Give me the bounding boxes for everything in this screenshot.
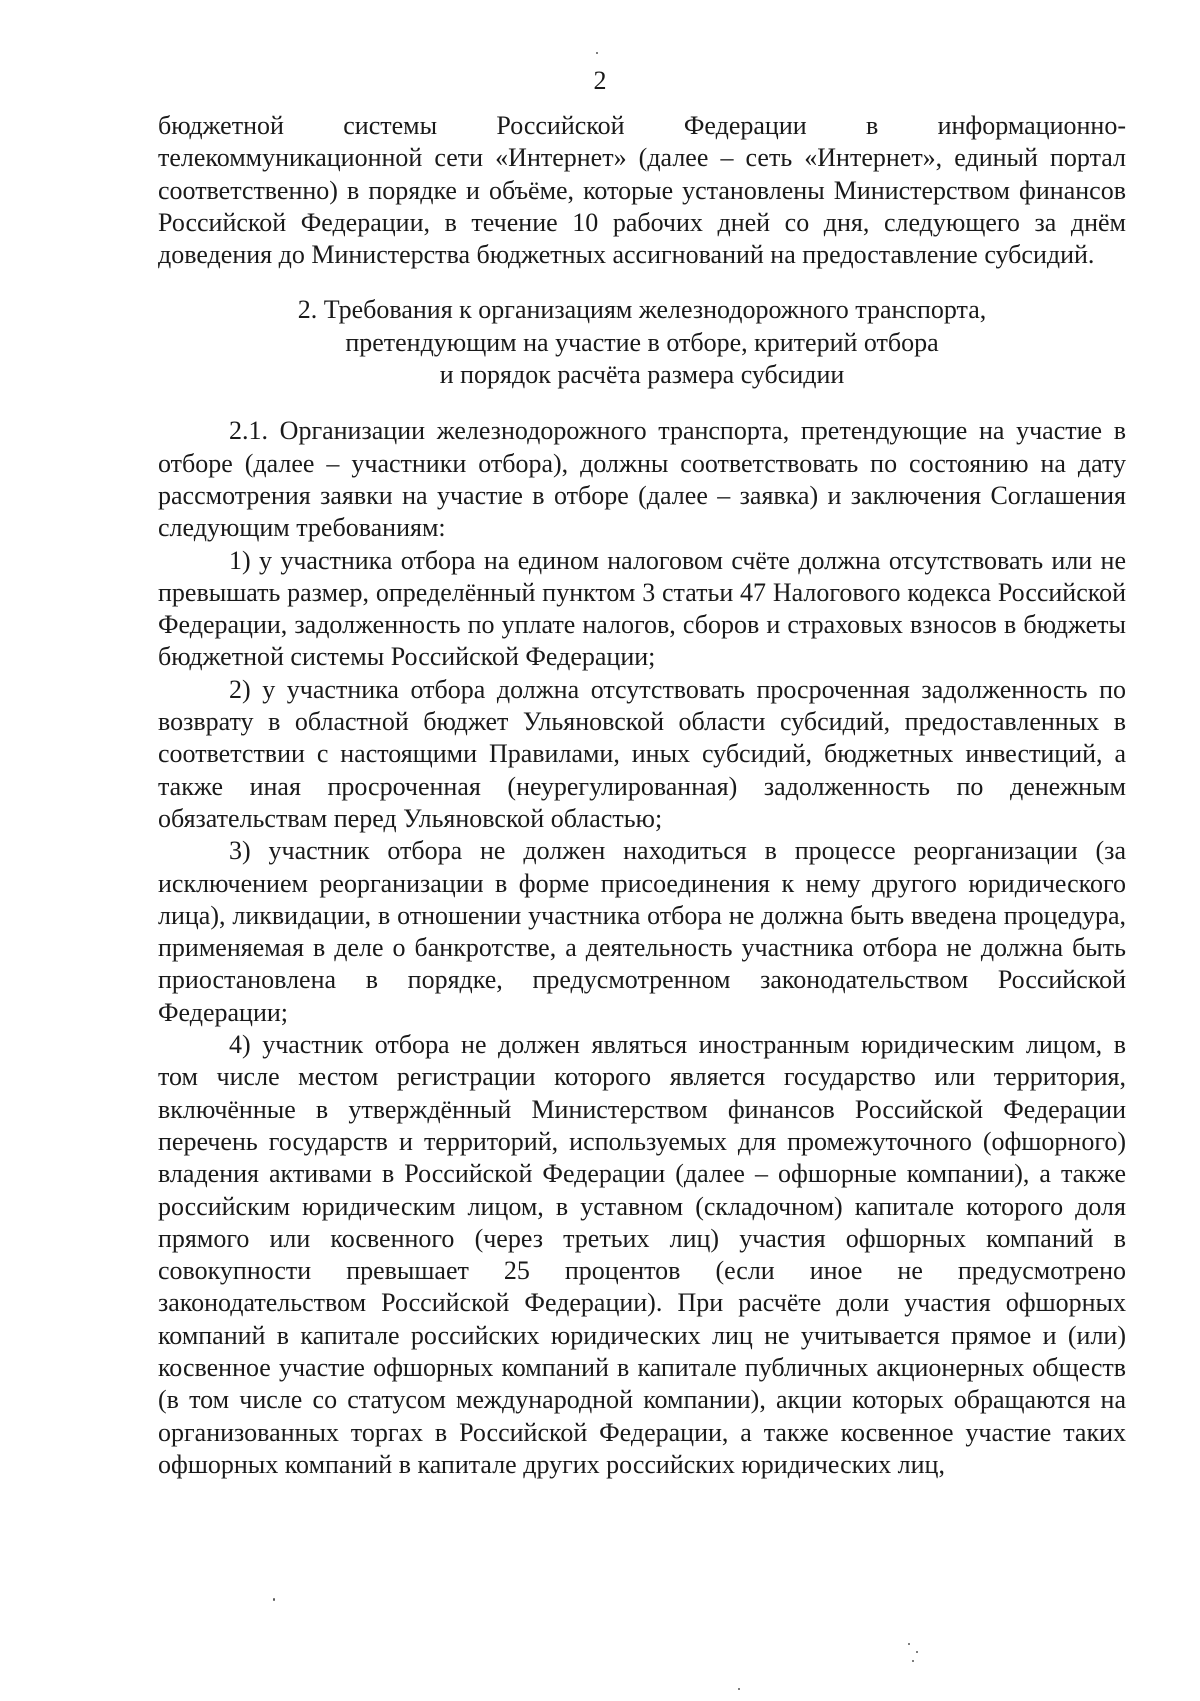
- list-item-1: 1) у участника отбора на едином налоговом счёте должна отсутствовать или не превышать размер, определённый пунктом 3 статьи 47 Налогового кодекса Российской Федерации, задолженность по уплате налогов, сборов и страховых взносов в бюджеты бюджетной системы Российской Федерации;: [158, 545, 1126, 672]
- scan-speck: [273, 1598, 275, 1601]
- intro-paragraph: бюджетной системы Российской Федерации в информационно-телекоммуникационной сети «Интернет» (далее – сеть «Интернет», единый портал соответственно) в порядке и объёме, которые установлены Министерством финансов Российской Федерации, в течение 10 рабочих дней со дня, следующего за днём доведения до Министерства бюджетных ассигнований на предоставление субсидий.: [158, 111, 1126, 270]
- section-heading-line: и порядок расчёта размера субсидии: [439, 360, 845, 390]
- scan-speck: [738, 1688, 740, 1690]
- scan-speck: [596, 52, 598, 54]
- scan-speck: [908, 1643, 910, 1645]
- document-body: [158, 110, 1126, 1481]
- page-number: 2: [593, 66, 607, 95]
- scan-speck: [916, 1651, 918, 1653]
- paragraph-2-1: 2.1. Организации железнодорожного транспорта, претендующие на участие в отборе (далее – участники отбора), должны соответствовать по состоянию на дату рассмотрения заявки на участие в отборе (далее – заявка) и заключения Соглашения следующим требованиям:: [158, 416, 1126, 543]
- list-item-3: 3) участник отбора не должен находиться в процессе реорганизации (за исключением реорганизации в форме присоединения к нему другого юридического лица), ликвидации, в отношении участника отбора не должна быть введена процедура, применяемая в деле о банкротстве, а деятельность участника отбора не должна быть приостановлена в порядке, предусмотренном законодательством Российской Федерации;: [158, 836, 1126, 1027]
- list-item-2: 2) у участника отбора должна отсутствовать просроченная задолженность по возврату в областной бюджет Ульяновской области субсидий, предоставленных в соответствии с настоящими Правилами, иных субсидий, бюджетных инвестиций, а также иная просроченная (неурегулированная) задолженность по денежным обязательствам перед Ульяновской областью;: [158, 674, 1126, 833]
- scan-speck: [912, 1660, 914, 1662]
- list-item-4: 4) участник отбора не должен являться иностранным юридическим лицом, в том числе местом регистрации которого является государство или территория, включённые в утверждённый Министерством финансов Российской Федерации перечень государств и территорий, используемых для промежуточного (офшорного) владения активами в Российской Федерации (далее – офшорные компании), а также российским юридическим лицом, в уставном (складочном) капитале которого доля прямого или косвенного (через третьих лиц) участия офшорных компаний в совокупности превышает 25 процентов (если иное не предусмотрено законодательством Российской Федерации). При расчёте доли участия офшорных компаний в капитале российских юридических лиц не учитывается прямое и (или) косвенное участие офшорных компаний в капитале публичных акционерных обществ (в том числе со статусом международной компании), акции которых обращаются на организованных торгах в Российской Федерации, а также косвенное участие таких офшорных компаний в капитале других российских юридических лиц,: [158, 1030, 1126, 1479]
- section-heading: [158, 294, 1126, 391]
- section-heading-line: претендующим на участие в отборе, критерий отбора: [345, 327, 939, 357]
- section-heading-line: 2. Требования к организациям железнодорожного транспорта,: [297, 295, 987, 325]
